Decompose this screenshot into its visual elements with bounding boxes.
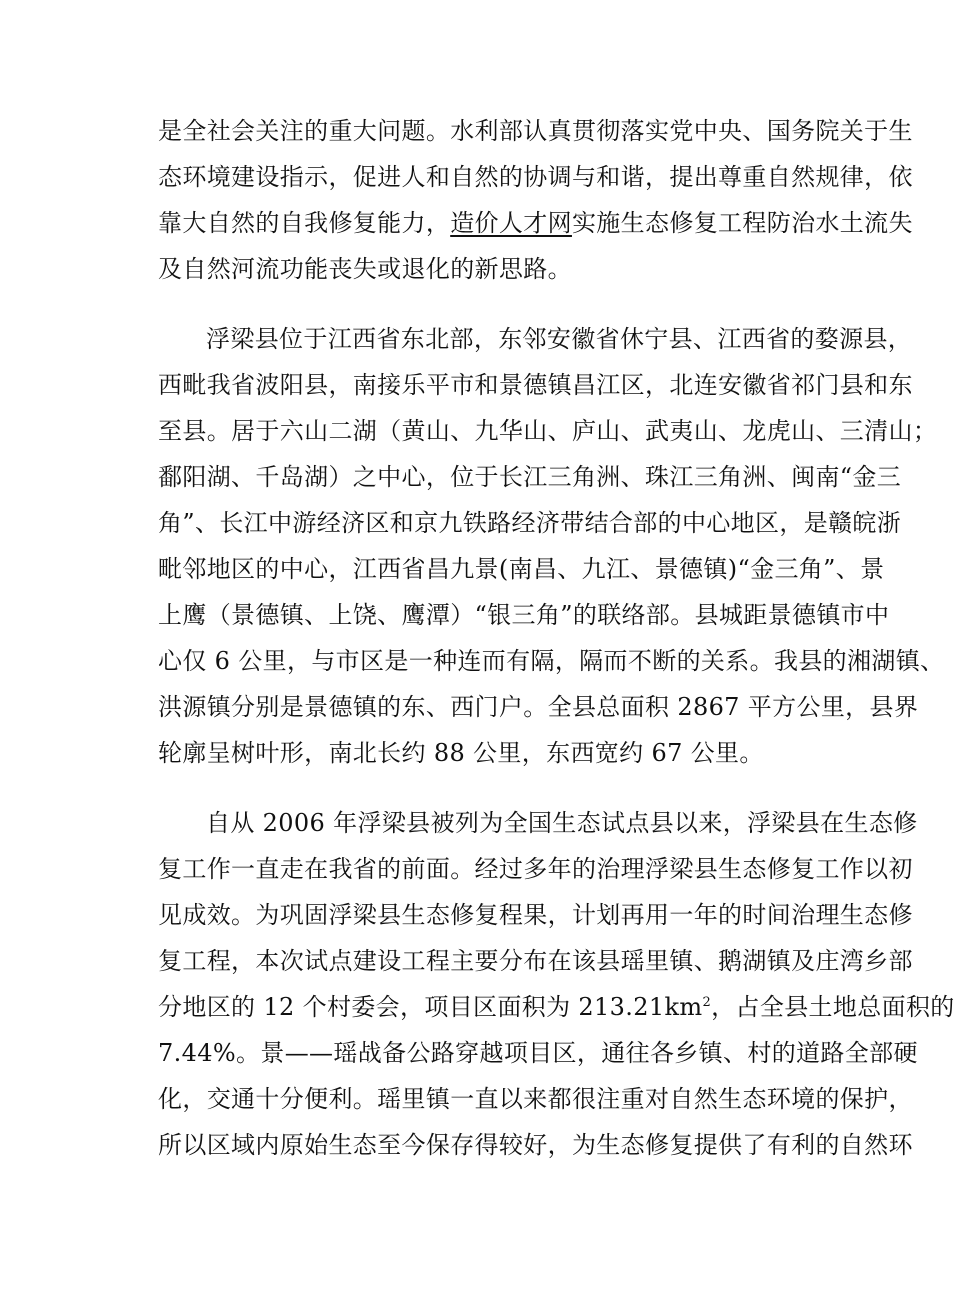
text-line: 复工作一直走在我省的前面。经过多年的治理浮梁县生态修复工作以初 bbox=[158, 855, 913, 883]
text-line: 及自然河流功能丧失或退化的新思路。 bbox=[158, 255, 572, 283]
text-segment: ，占全县土地总面积的 bbox=[711, 993, 955, 1021]
text-segment: 靠大自然的自我修复能力， bbox=[158, 209, 451, 237]
text-segment: 浮梁县位于江西省东北部，东邻安徽省休宁县、江西省的婺源县， bbox=[206, 325, 913, 353]
text-line bbox=[158, 800, 918, 846]
text-segment: 分地区的 12 个村委会，项目区面积为 213.21km bbox=[158, 993, 703, 1021]
text-line: 复工程，本次试点建设工程主要分布在该县瑶里镇、鹅湖镇及庄湾乡部 bbox=[158, 947, 913, 975]
text-line: 角”、长江中游经济区和京九铁路经济带结合部的中心地区，是赣皖浙 bbox=[158, 509, 902, 537]
text-line: 所以区域内原始生态至今保存得较好，为生态修复提供了有利的自然环 bbox=[158, 1131, 913, 1159]
text-line: 轮廓呈树叶形，南北长约 88 公里，东西宽约 67 公里。 bbox=[158, 739, 764, 767]
text-line: 是全社会关注的重大问题。水利部认真贯彻落实党中央、国务院关于生 bbox=[158, 117, 913, 145]
text-line bbox=[158, 316, 913, 362]
text-line: 见成效。为巩固浮梁县生态修复程果，计划再用一年的时间治理生态修 bbox=[158, 901, 913, 929]
text-line: 化，交通十分便利。瑶里镇一直以来都很注重对自然生态环境的保护， bbox=[158, 1085, 913, 1113]
text-line: 心仅 6 公里，与市区是一种连而有隔，隔而不断的关系。我县的湘湖镇、 bbox=[158, 647, 945, 675]
superscript: 2 bbox=[702, 995, 712, 1010]
text-line bbox=[158, 200, 913, 246]
paragraph-3 bbox=[158, 800, 955, 1168]
paragraph-1 bbox=[158, 108, 913, 292]
text-line: 至县。居于六山二湖（黄山、九华山、庐山、武夷山、龙虎山、三清山； bbox=[158, 417, 938, 445]
zaojia-rencai-link[interactable]: 造价人才网 bbox=[450, 209, 572, 237]
text-line: 7.44%。景——瑶战备公路穿越项目区，通往各乡镇、村的道路全部硬 bbox=[158, 1039, 918, 1067]
text-line: 态环境建设指示，促进人和自然的协调与和谐，提出尊重自然规律，依 bbox=[158, 163, 913, 191]
paragraph-2 bbox=[158, 316, 945, 776]
text-segment: 实施生态修复工程防治水土流失 bbox=[571, 209, 913, 237]
text-line: 洪源镇分别是景德镇的东、西门户。全县总面积 2867 平方公里，县界 bbox=[158, 693, 919, 721]
text-line: 毗邻地区的中心，江西省昌九景(南昌、九江、景德镇)“金三角”、景 bbox=[158, 555, 885, 583]
text-segment: 自从 2006 年浮梁县被列为全国生态试点县以来，浮梁县在生态修 bbox=[206, 809, 918, 837]
text-line bbox=[158, 984, 955, 1030]
text-line: 西毗我省波阳县，南接乐平市和景德镇昌江区，北连安徽省祁门县和东 bbox=[158, 371, 913, 399]
text-line: 上鹰（景德镇、上饶、鹰潭）“银三角”的联络部。县城距景德镇市中 bbox=[158, 601, 890, 629]
text-line: 鄱阳湖、千岛湖）之中心，位于长江三角洲、珠江三角洲、闽南“金三 bbox=[158, 463, 902, 491]
